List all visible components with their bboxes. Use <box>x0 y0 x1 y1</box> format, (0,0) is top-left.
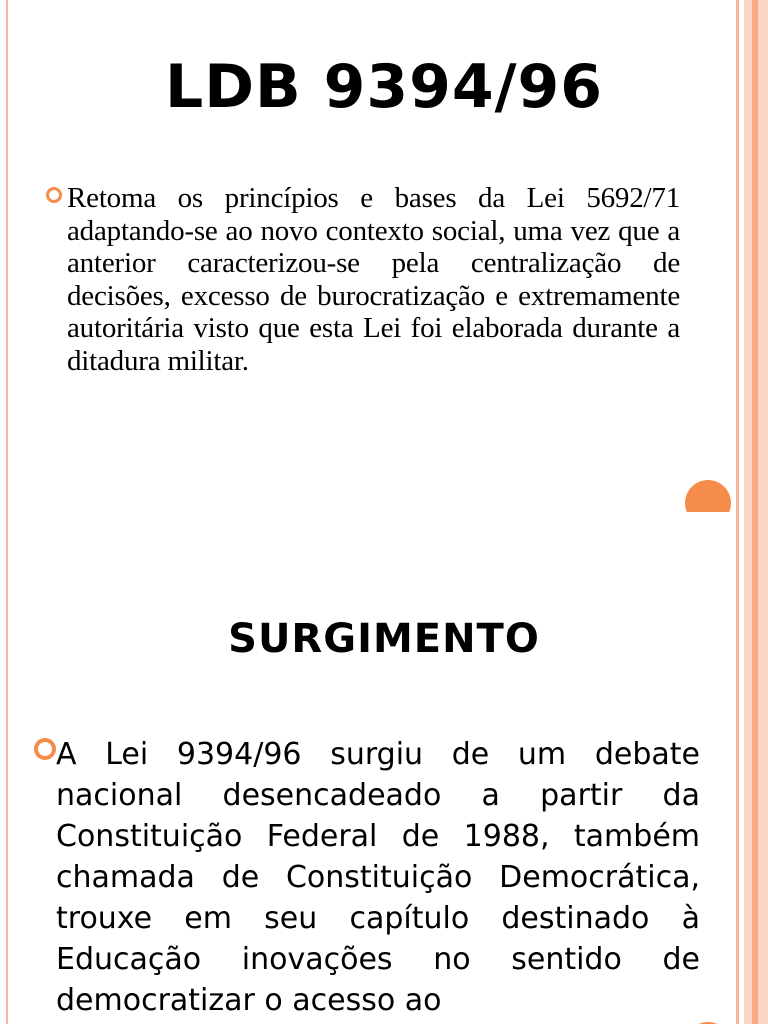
frame-left-border <box>6 512 8 1024</box>
bullet-text: A Lei 9394/96 surgiu de um debate nacional desencadeado a partir da Constituição Federal de 1988, também chamada de Constituição Democrática, trouxe em seu capítulo destinado à Educação inovações no sentido de democratizar o acesso ao <box>56 737 700 1018</box>
decorative-dot-icon <box>685 480 731 512</box>
bullet-text: Retoma os princípios e bases da Lei 5692/71 adaptando-se ao novo contexto social, uma vez que a anterior caracterizou-se pela centralização de decisões, excesso de burocratização e extremamente autoritária visto que esta Lei foi elaborada durante a ditadura militar. <box>67 182 680 377</box>
frame-right-stripe <box>752 512 758 1024</box>
bullet-circle-icon <box>34 738 56 760</box>
slide-title: LDB 9394/96 <box>164 52 604 122</box>
slide-2 <box>0 512 768 1024</box>
frame-right-line <box>736 512 739 1024</box>
bullet-circle-icon <box>46 187 62 203</box>
slide-title: SURGIMENTO <box>228 616 540 662</box>
